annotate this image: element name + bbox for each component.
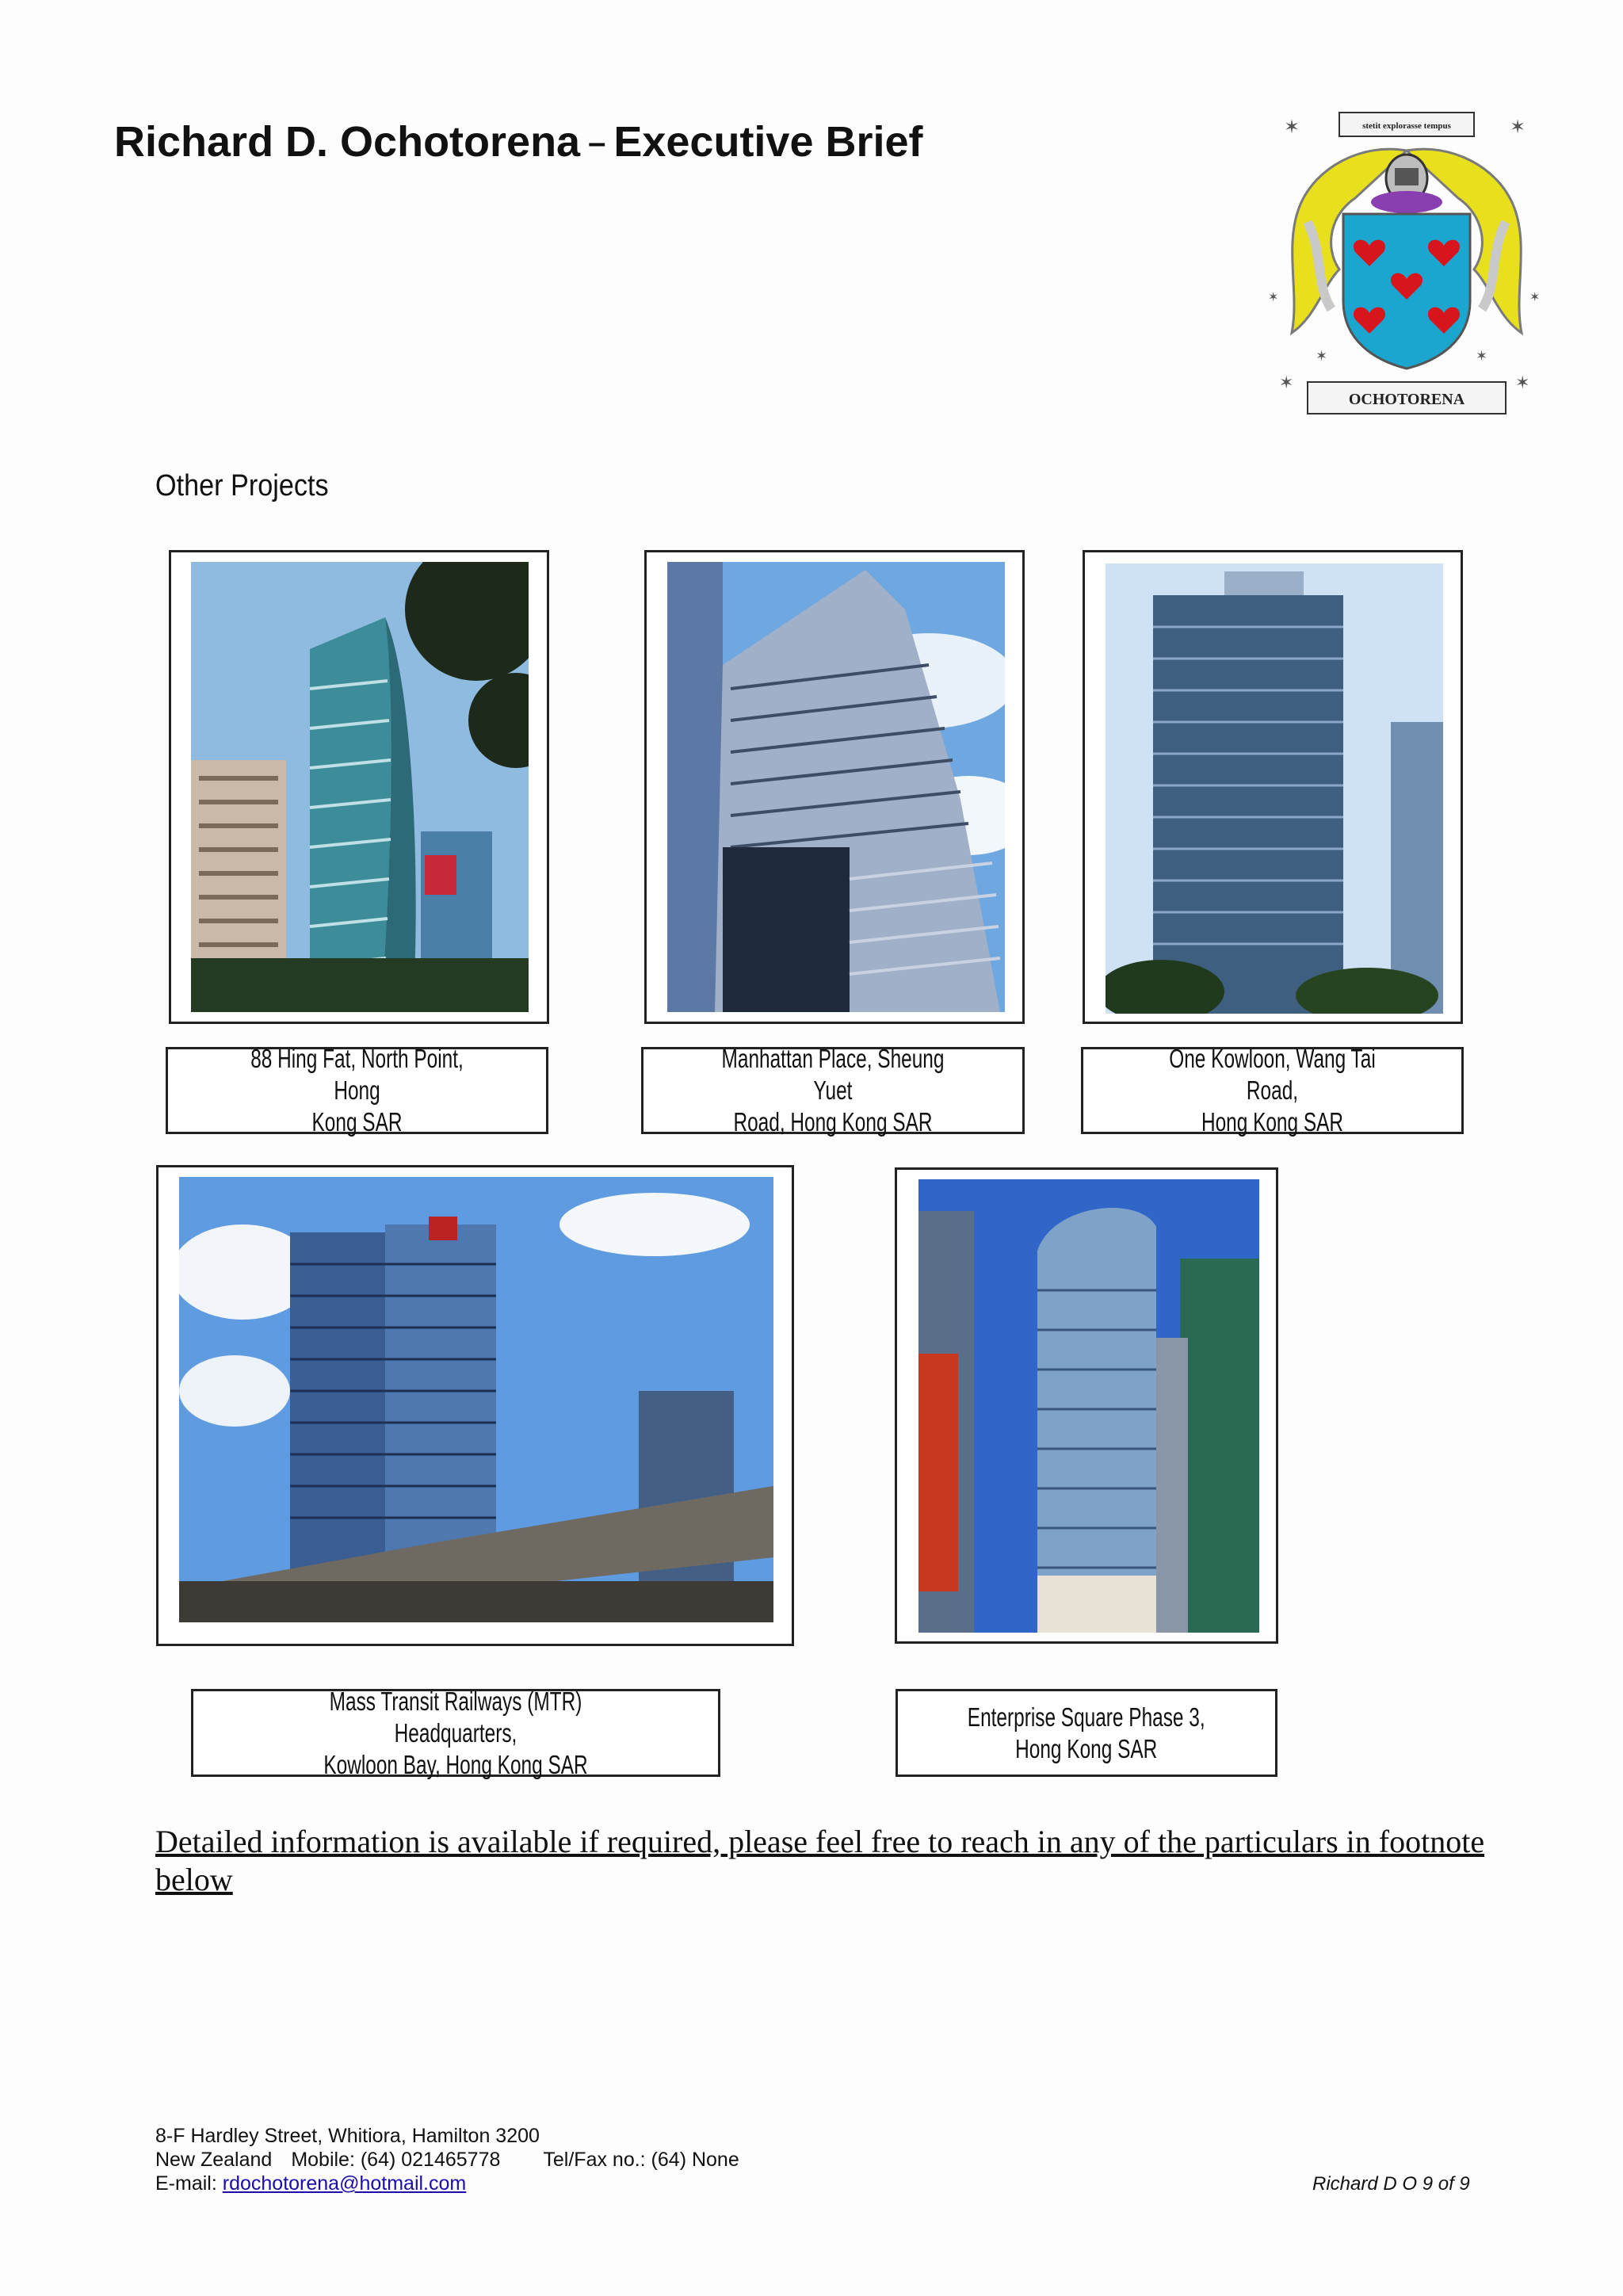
- building-image: [191, 562, 529, 1012]
- svg-text:✶: ✶: [1284, 117, 1300, 138]
- author-name: Richard D. Ochotorena: [114, 118, 581, 166]
- page-title: [114, 117, 923, 166]
- svg-text:✶: ✶: [1316, 348, 1328, 364]
- title-separator: –: [588, 125, 606, 160]
- building-image: [179, 1177, 773, 1622]
- coat-of-arms-logo: [1268, 95, 1545, 436]
- project-caption: Enterprise Square Phase 3, Hong Kong SAR: [896, 1689, 1277, 1777]
- footer-country: New Zealand: [155, 2149, 273, 2171]
- svg-text:✶: ✶: [1529, 291, 1541, 304]
- svg-text:✶: ✶: [1268, 291, 1279, 304]
- svg-text:✶: ✶: [1279, 372, 1294, 392]
- document-type: Executive Brief: [613, 118, 923, 166]
- email-link[interactable]: rdochotorena@hotmail.com: [222, 2172, 467, 2195]
- building-image: [918, 1179, 1259, 1633]
- footer-address: 8-F Hardley Street, Whitiora, Hamilton 3200: [155, 2125, 540, 2147]
- project-photo-manhattan-place: [644, 550, 1025, 1024]
- footer-contact: [155, 2124, 739, 2195]
- crest-motto: stetit explorasse tempus: [1362, 121, 1451, 131]
- project-photo-one-kowloon: [1083, 550, 1463, 1024]
- page-number: Richard D O 9 of 9: [1312, 2173, 1470, 2195]
- project-caption: One Kowloon, Wang Tai Road, Hong Kong SAR: [1081, 1047, 1464, 1134]
- svg-text:✶: ✶: [1476, 348, 1488, 364]
- svg-text:✶: ✶: [1510, 117, 1526, 138]
- building-image: [1106, 563, 1443, 1014]
- footer-mobile: Mobile: (64) 021465778: [291, 2149, 501, 2171]
- footer-email-label: E-mail:: [155, 2172, 217, 2195]
- section-heading: Other Projects: [155, 469, 329, 502]
- project-caption: Manhattan Place, Sheung Yuet Road, Hong Kong SAR: [641, 1047, 1025, 1134]
- svg-text:✶: ✶: [1515, 372, 1530, 392]
- project-caption: Mass Transit Railways (MTR) Headquarters, Kowloon Bay, Hong Kong SAR: [191, 1689, 720, 1777]
- project-photo-mtr-headquarters: [156, 1165, 794, 1646]
- building-image: [667, 562, 1005, 1012]
- contact-note: Detailed information is available if required, please feel free to reach in any of the particulars in footnote below: [155, 1824, 1485, 1897]
- footer-phone-line: [155, 2148, 739, 2172]
- crest-family-name: OCHOTORENA: [1348, 391, 1465, 408]
- project-photo-enterprise-square: [895, 1167, 1278, 1644]
- project-photo-88-hing-fat: [169, 550, 549, 1024]
- project-caption: 88 Hing Fat, North Point, Hong Kong SAR: [166, 1047, 548, 1134]
- footer-telfax: Tel/Fax no.: (64) None: [543, 2149, 739, 2171]
- footer-email-line: [155, 2172, 739, 2195]
